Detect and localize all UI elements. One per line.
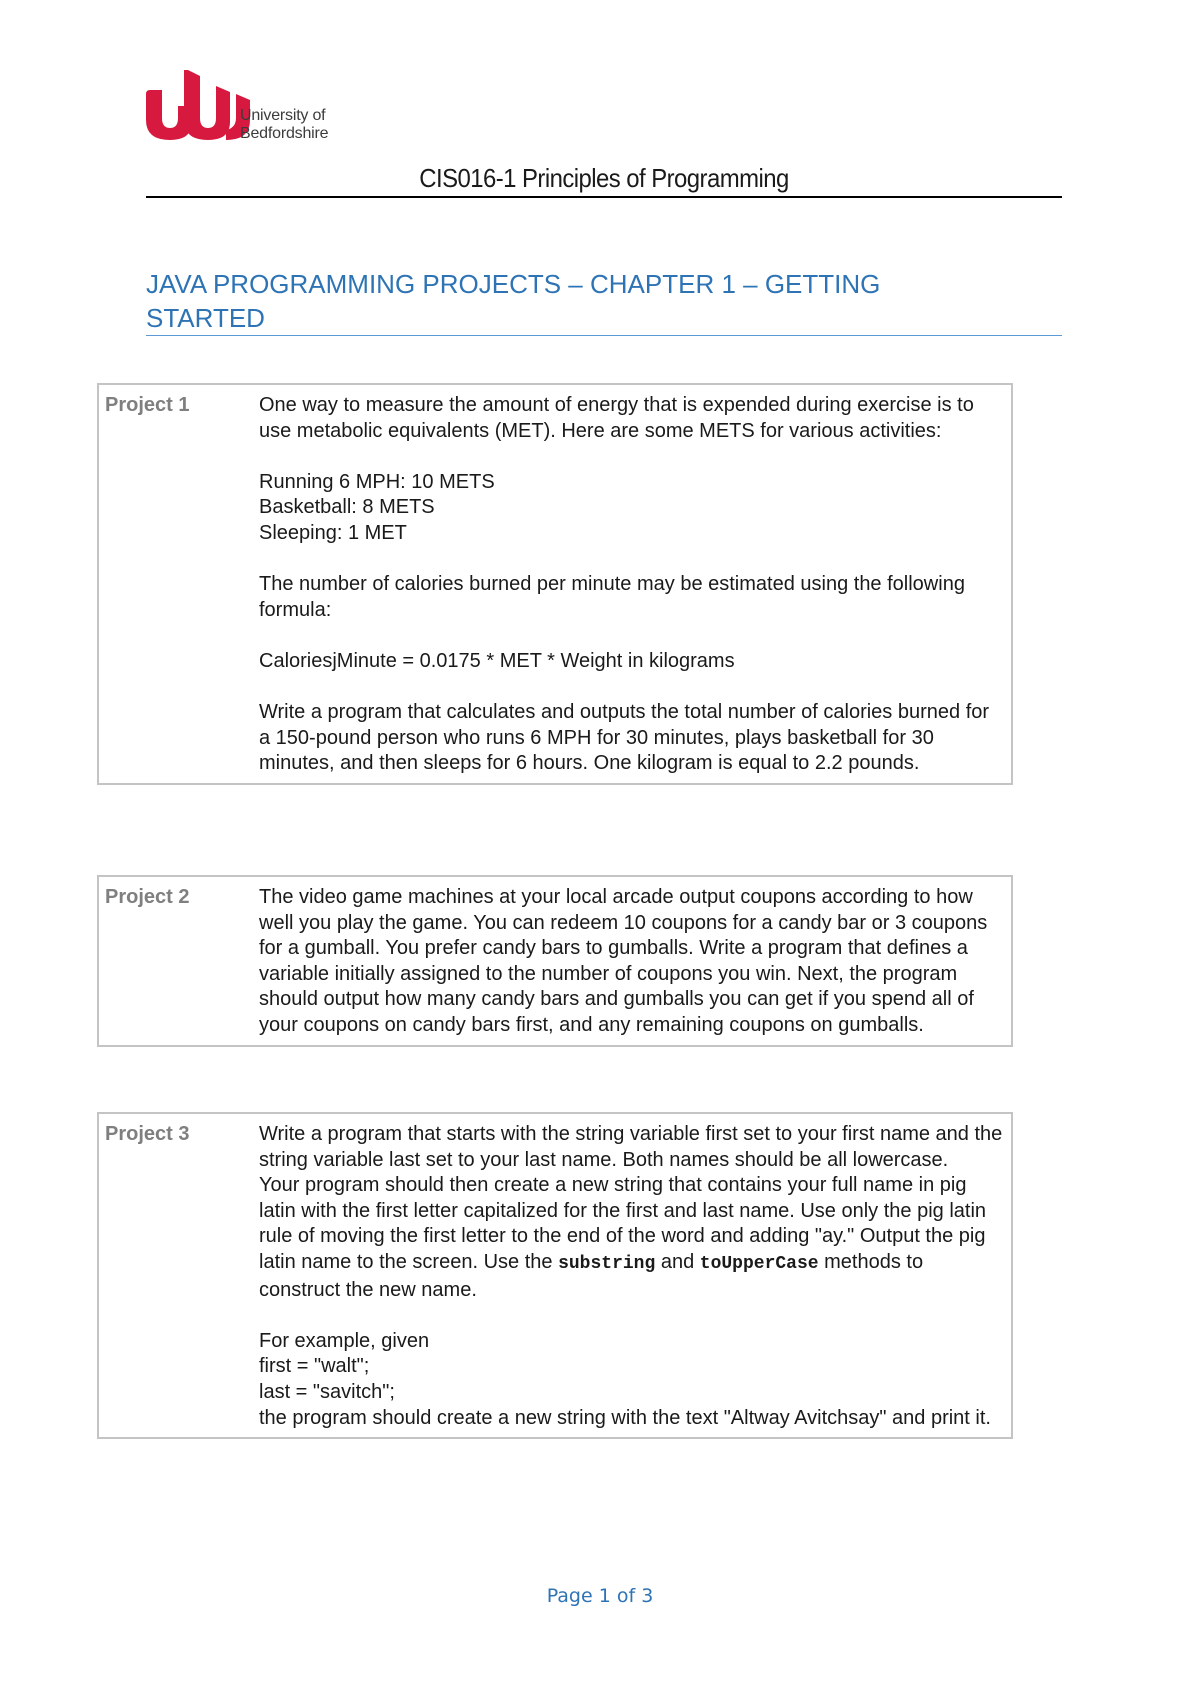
code-substring: substring [558, 1253, 656, 1274]
course-title: CIS016-1 Principles of Programming [419, 163, 789, 193]
project-2-description: The video game machines at your local arcade output coupons according to how well you play the game. You can redeem 10 coupons for a candy bar or 3 coupons for a gumball. You prefer candy bars to gumballs. Write a program that defines a variable initially assigned to the number of coupons you win. Next, the program should output how many candy bars and gumballs you can get if you spend all of your coupons on candy bars first, and any remaining coupons on gumballs. [259, 886, 988, 1036]
project-3-instructions [259, 1173, 1005, 1303]
project-1-label: Project 1 [105, 394, 190, 416]
project-1-box [97, 383, 1013, 785]
heading-line-1: JAVA PROGRAMMING PROJECTS – CHAPTER 1 – GETTING [146, 269, 881, 299]
heading-line-2: STARTED [146, 303, 265, 333]
met-item-running: Running 6 MPH: 10 METS [259, 470, 495, 493]
page-number: Page 1 of 3 [546, 1585, 654, 1607]
project-1-formula: CaloriesjMinute = 0.0175 * MET * Weight in kilograms [259, 649, 735, 672]
logo-wordmark [240, 107, 328, 143]
met-item-sleeping: Sleeping: 1 MET [259, 521, 407, 544]
example-intro: For example, given [259, 1329, 430, 1352]
project-3-instructions-b: and [655, 1250, 700, 1273]
code-touppercase: toUpperCase [699, 1253, 819, 1274]
project-1-body [259, 385, 1011, 783]
document-heading [146, 267, 1062, 335]
project-3-instructions-a: Your program should then create a new string that contains your full name in pig latin with the first letter capitalized for the first and last name. Use only the pig latin rule of moving the first letter to the end of the word and adding "ay." Output the pig latin name to the screen. Use the [259, 1174, 987, 1273]
header-rule [146, 196, 1062, 198]
project-1-task: Write a program that calculates and outputs the total number of calories burned for a 150-pound person who runs 6 MPH for 30 minutes, plays basketball for 30 minutes, and then sleeps for 6 hours. One kilogram is equal to 2.2 pounds. [259, 701, 990, 775]
project-3-body [259, 1114, 1011, 1437]
example-result: the program should create a new string with the text "Altway Avitchsay" and print it. [259, 1406, 991, 1429]
met-item-basketball: Basketball: 8 METS [259, 496, 435, 519]
project-3-label: Project 3 [105, 1123, 190, 1145]
project-2-body [259, 877, 1011, 1045]
logo-text-line2: Bedfordshire [240, 125, 329, 142]
logo-text-line1: University of [240, 107, 326, 124]
project-1-intro: One way to measure the amount of energy that is expended during exercise is to use metabolic equivalents (MET). Here are some METS for various activities: [259, 394, 974, 442]
project-2-label: Project 2 [105, 886, 190, 908]
heading-rule [146, 335, 1062, 336]
project-3-box [97, 1112, 1013, 1439]
project-3-intro: Write a program that starts with the string variable first set to your first name and the string variable last set to your last name. Both names should be all lowercase. [259, 1123, 1003, 1171]
project-3-instructions-c: methods to construct the new name. [259, 1250, 924, 1301]
example-last: last = "savitch"; [259, 1380, 395, 1403]
project-2-box [97, 875, 1013, 1047]
example-first: first = "walt"; [259, 1355, 370, 1378]
project-1-formula-intro: The number of calories burned per minute may be estimated using the following formula: [259, 573, 965, 621]
